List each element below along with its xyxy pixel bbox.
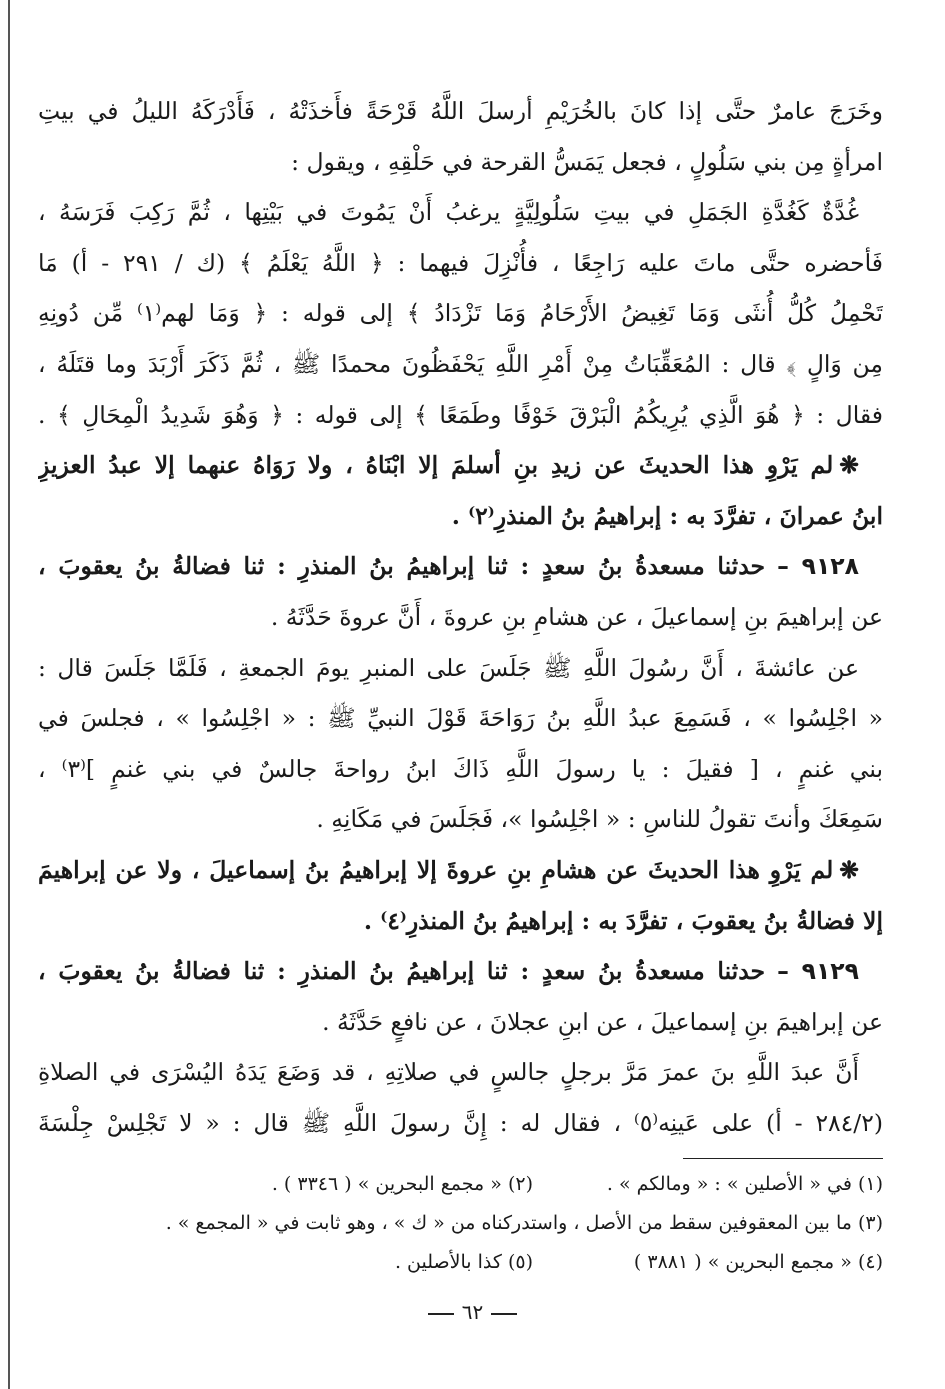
hadith-9128-line xyxy=(38,541,883,592)
text-line: (٢٨٤/٢ - أ) على عَينِه⁽٥⁾ ، فقال له : إِنَّ رسولَ اللَّهِ ﷺ قال : « لا تَجْلِسْ جِلْسَةَ xyxy=(38,1108,883,1137)
poem-line: غُدَّةٌ كَغُدَّةِ الجَمَلِ في بيتِ سَلُولِيَّةٍ يرغبُ أَنْ يَمُوتَ في بَيْتِها ، ثُمَّ رَكِبَ فَرَسَهُ ، xyxy=(38,198,859,227)
footnote-2: (٢) « مجمع البحرين » ( ٣٣٤٦ ) . xyxy=(271,1173,533,1196)
hadith-number: ٩١٢٨ – xyxy=(777,552,859,581)
commentary-line: ابنُ عمرانَ ، تفرَّدَ به : إبراهيمُ بنُ المنذرِ⁽٢⁾ . xyxy=(451,501,883,530)
commentary-text: لم يَرْوِ هذا الحديثَ عن زيدِ بنِ أسلمَ إلا ابْنَاهُ ، ولا رَوَاهُ عنهما إلا عبدُ العزيزِ xyxy=(38,451,834,480)
footnote-3: (٣) ما بين المعقوفين سقط من الأصل ، واستدركناه من « ك » ، وهو ثابت في « المجمع » . xyxy=(165,1212,883,1235)
text-line: مِن وَالٍ ﴾ قال : المُعَقِّبَاتُ مِنْ أَمْرِ اللَّهِ يَحْفَظُونَ محمدًا ﷺ ، ثُمَّ ذَكَرَ أَرْبَدَ وما قتَلَهُ ، xyxy=(38,349,883,378)
page-number-dash xyxy=(428,1313,454,1315)
text-line: وخَرَجَ عامرٌ حتَّى إذا كانَ بالخُرَيْمِ أرسلَ اللَّهُ قَرْحَةً فأَخذَتْهُ ، فَأَدْرَكَهُ الليلُ في بيتِ xyxy=(38,97,883,125)
commentary-line xyxy=(38,845,883,896)
footnote-1: (١) في « الأصلين » : « ومالكم » . xyxy=(606,1173,883,1196)
body-text xyxy=(38,86,883,1148)
hadith-number: ٩١٢٩ – xyxy=(777,957,859,986)
text-line: سَمِعَكَ وأنتَ تقولُ للناسِ : « اجْلِسُوا »، فَجَلَسَ في مَكَانِهِ . xyxy=(316,805,883,834)
footnotes xyxy=(38,1165,883,1282)
commentary-line: إلا فضالةُ بنُ يعقوبَ ، تفرَّدَ به : إبراهيمُ بنُ المنذرِ⁽٤⁾ . xyxy=(363,906,883,935)
page-number-value: ٦٢ xyxy=(461,1300,484,1324)
commentary-line xyxy=(38,440,883,491)
hadith-text: حدثنا مسعدةُ بنُ سعدٍ : ثنا إبراهيمُ بنُ المنذرِ : ثنا فضالةُ بنُ يعقوبَ ، xyxy=(38,957,766,986)
text-line: عن عائشةَ ، أَنَّ رسُولَ اللَّهِ ﷺ جَلَسَ على المنبرِ يومَ الجمعةِ ، فَلَمَّا جَلَسَ قال : xyxy=(38,653,859,682)
page-number xyxy=(0,1300,945,1324)
text-line: امرأةٍ مِن بني سَلُولٍ ، فجعل يَمَسُّ القرحة في حَلْقِهِ ، ويقول : xyxy=(291,147,883,176)
star-ornament: ❋ xyxy=(839,855,859,884)
footnote-row xyxy=(38,1165,883,1204)
footnote-4: (٤) « مجمع البحرين » ( ٣٨٨١ ) xyxy=(633,1251,883,1274)
hadith-text: حدثنا مسعدةُ بنُ سعدٍ : ثنا إبراهيمُ بنُ المنذرِ : ثنا فضالةُ بنُ يعقوبَ ، xyxy=(38,552,766,581)
commentary-text: لم يَرْوِ هذا الحديثَ عن هشامِ بنِ عروةَ إلا إبراهيمُ بنُ إسماعيلَ ، ولا عن إبراهيمَ xyxy=(38,855,834,884)
text-line: أَنَّ عبدَ اللَّهِ بنَ عمرَ مَرَّ برجلٍ جالسٍ في صلاتِهِ ، قد وَضَعَ يَدَهُ اليُسْرَى في الصلاةِ xyxy=(38,1058,859,1087)
text-line: « اجْلِسُوا » ، فَسَمِعَ عبدُ اللَّهِ بنُ رَوَاحَةَ قَوْلَ النبيِّ ﷺ : « اجْلِسُوا » ، فجلسَ في xyxy=(38,704,883,733)
text-line: فَأحضره حتَّى ماتَ عليه رَاجِعًا ، فأُنْزِلَ فيهما : ﴿ اللَّهُ يَعْلَمُ ﴾ (ك / ٢٩١ - أ) مَا xyxy=(38,248,883,277)
footnote-divider xyxy=(683,1158,883,1159)
text-line: تَحْمِلُ كُلُّ أُنثَى وَمَا تَغِيضُ الأَرْحَامُ وَمَا تَزْدَادُ ﴾ إلى قوله : ﴿ وَمَا لهم⁽١⁾ مِّن دُونِهِ xyxy=(38,299,883,328)
text-line: عن إبراهيمَ بنِ إسماعيلَ ، عن هشامِ بنِ عروةَ ، أَنَّ عروةَ حَدَّثَهُ . xyxy=(270,602,883,631)
footnote-row xyxy=(38,1243,883,1282)
text-line: عن إبراهيمَ بنِ إسماعيلَ ، عن ابنِ عجلانَ ، عن نافعٍ حَدَّثَهُ . xyxy=(322,1007,883,1036)
binding-edge xyxy=(8,0,10,1389)
text-line: فقال : ﴿ هُوَ الَّذِي يُرِيكُمُ الْبَرْقَ خَوْفًا وطَمَعًا ﴾ إلى قوله : ﴿ وَهُوَ شَدِيدُ الْمِحَالِ ﴾ . xyxy=(38,400,883,429)
text-line: بني غنمٍ ، [ فقيلَ : يا رسولَ اللَّهِ ذَاكَ ابنُ رواحةَ جالسٌ في بني غنمٍ ]⁽٣⁾ ، xyxy=(38,754,883,783)
star-ornament: ❋ xyxy=(839,451,859,480)
page-number-dash xyxy=(491,1313,517,1315)
footnote-5: (٥) كذا بالأصلين . xyxy=(394,1251,533,1274)
hadith-9129-line xyxy=(38,946,883,997)
footnote-row xyxy=(38,1204,883,1243)
